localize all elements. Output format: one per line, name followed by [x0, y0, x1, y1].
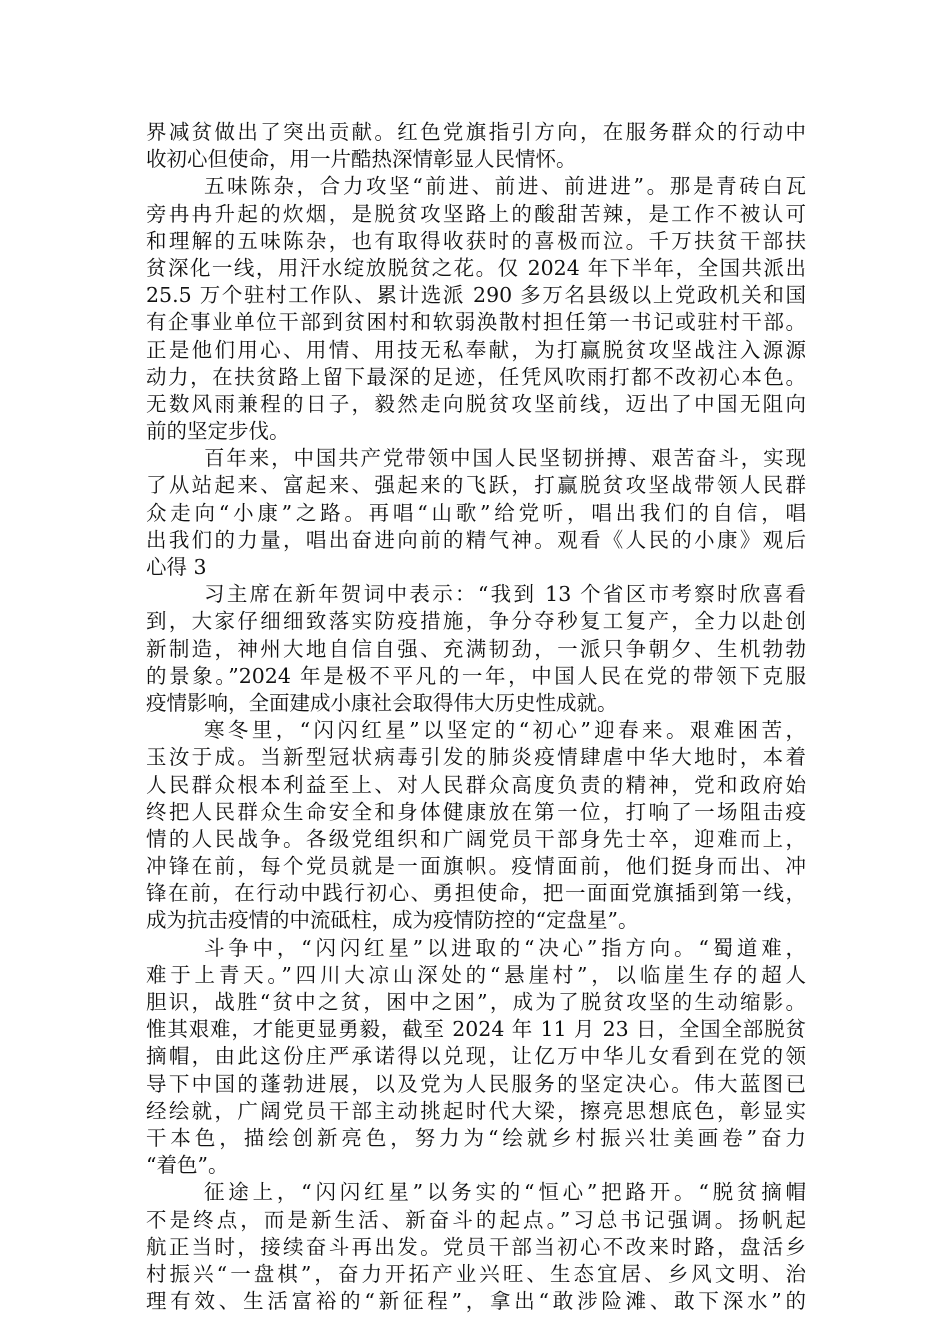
- text-line: 干本色，描绘创新亮色，努力为“绘就乡村振兴壮美画卷”奋力: [146, 1125, 806, 1150]
- text-line: 胆识，战胜“贫中之贫，困中之困”，成为了脱贫攻坚的生动缩影。: [146, 990, 806, 1014]
- text-line: 新制造，神州大地自信自强、充满韧劲，一派只争朝夕、生机勃勃: [146, 636, 806, 661]
- text-line: 航正当时，接续奋斗再出发。党员干部当初心不改来时路，盘活乡: [146, 1234, 806, 1259]
- text-line: 寒冬里，“闪闪红星”以坚定的“初心”迎春来。艰难困苦，: [204, 718, 806, 743]
- text-line: 玉汝于成。当新型冠状病毒引发的肺炎疫情肆虐中华大地时，本着: [146, 745, 806, 770]
- text-line: 习主席在新年贺词中表示：“我到 13 个省区市考察时欣喜看: [204, 582, 806, 607]
- text-line: 村振兴“一盘棋”，奋力开拓产业兴旺、生态宜居、乡风文明、治: [146, 1261, 806, 1286]
- text-line: 终把人民群众生命安全和身体健康放在第一位，打响了一场阻击疫: [146, 799, 806, 824]
- text-line: “着色”。: [146, 1153, 229, 1178]
- text-line: 锋在前，在行动中践行初心、勇担使命，把一面面党旗插到第一线，: [146, 881, 806, 906]
- text-line: 的景象。”2024 年是极不平凡的一年，中国人民在党的带领下克服: [146, 663, 806, 688]
- text-line: 情的人民战争。各级党组织和广阔党员干部身先士卒，迎难而上，: [146, 826, 806, 851]
- text-line: 百年来，中国共产党带领中国人民坚韧拼搏、艰苦奋斗，实现: [204, 446, 806, 471]
- text-line: 导下中国的蓬勃进展，以及党为人民服务的坚定决心。伟大蓝图已: [146, 1071, 806, 1096]
- text-line: 冲锋在前，每个党员就是一面旗帜。疫情面前，他们挺身而出、冲: [146, 854, 806, 879]
- text-line: 难于上青天。”四川大凉山深处的“悬崖村”，以临崖生存的超人: [146, 962, 806, 987]
- text-line: 有企事业单位干部到贫困村和软弱涣散村担任第一书记或驻村干部。: [146, 310, 806, 335]
- text-line: 界减贫做出了突出贡献。红色党旗指引方向，在服务群众的行动中: [146, 120, 806, 144]
- text-line: 贫深化一线，用汗水绽放脱贫之花。仅 2024 年下半年，全国共派出: [146, 255, 806, 280]
- text-line: 动力，在扶贫路上留下最深的足迹，任凭风吹雨打都不改初心本色。: [146, 364, 806, 389]
- text-line: 摘帽，由此这份庄严承诺得以兑现，让亿万中华儿女看到在党的领: [146, 1044, 806, 1069]
- text-line: 不是终点，而是新生活、新奋斗的起点。”习总书记强调。扬帆起: [146, 1207, 806, 1232]
- text-line: 众走向“小康”之路。再唱“山歌”给党听，唱出我们的自信，唱: [146, 500, 806, 525]
- text-line: 收初心但使命，用一片酷热深情彰显人民情怀。: [146, 147, 577, 172]
- text-line: 无数风雨兼程的日子，毅然走向脱贫攻坚前线，迈出了中国无阻向: [146, 391, 806, 416]
- text-line: 人民群众根本利益至上、对人民群众高度负责的精神，党和政府始: [146, 772, 806, 797]
- text-line: 旁冉冉升起的炊烟，是脱贫攻坚路上的酸甜苦辣，是工作不被认可: [146, 201, 806, 226]
- document-body: [146, 119, 806, 1315]
- text-line: 理有效、生活富裕的“新征程”，拿出“敢涉险滩、敢下深水”的: [146, 1289, 806, 1314]
- text-line: 25.5 万个驻村工作队、累计选派 290 多万名县级以上党政机关和国: [146, 283, 806, 308]
- text-line: 心得 3: [146, 555, 207, 579]
- text-line: 前的坚定步伐。: [146, 419, 290, 444]
- text-line: 经绘就，广阔党员干部主动挑起时代大梁，擦亮思想底色，彰显实: [146, 1098, 806, 1123]
- text-line: 出我们的力量，唱出奋进向前的精气神。观看《人民的小康》观后: [146, 527, 806, 552]
- text-line: 了从站起来、富起来、强起来的飞跃，打赢脱贫攻坚战带领人民群: [146, 473, 806, 498]
- text-line: 斗争中，“闪闪红星”以进取的“决心”指方向。“蜀道难，: [204, 935, 806, 960]
- text-line: 正是他们用心、用情、用技无私奉献，为打赢脱贫攻坚战注入源源: [146, 337, 806, 362]
- text-line: 和理解的五味陈杂，也有取得收获时的喜极而泣。千万扶贫干部扶: [146, 228, 806, 253]
- text-line: 惟其艰难，才能更显勇毅，截至 2024 年 11 月 23 日，全国全部脱贫: [146, 1017, 806, 1042]
- text-line: 成为抗击疫情的中流砥柱，成为疫情防控的“定盘星”。: [146, 908, 639, 933]
- text-line: 到，大家仔细细致落实防疫措施，争分夺秒复工复产，全力以赴创: [146, 609, 806, 634]
- text-line: 五味陈杂，合力攻坚“前进、前进、前进进”。那是青砖白瓦: [204, 174, 806, 199]
- text-line: 疫情影响，全面建成小康社会取得伟大历史性成就。: [146, 690, 618, 715]
- text-line: 征途上，“闪闪红星”以务实的“恒心”把路开。“脱贫摘帽: [204, 1180, 806, 1205]
